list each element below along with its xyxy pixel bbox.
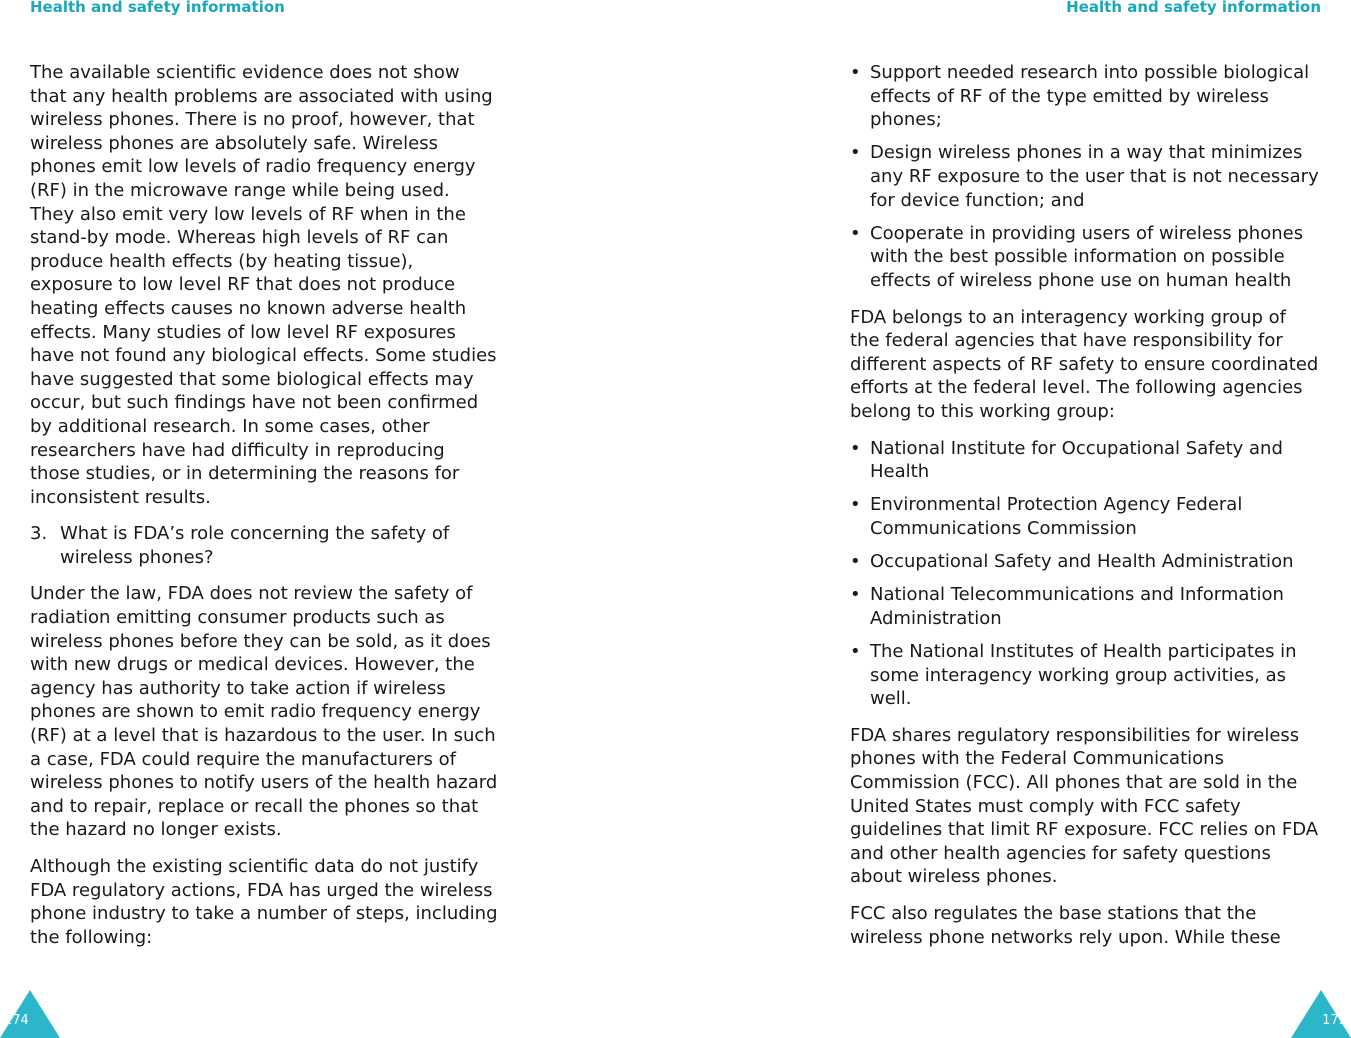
bullet-icon: •: [850, 494, 861, 516]
list-item: • National Telecommunications and Information Administration: [850, 584, 1284, 629]
bullet-icon: •: [850, 584, 861, 606]
question-text: What is FDA’s role concerning the safety of wireless phones?: [60, 523, 450, 568]
bullet-icon: •: [850, 142, 861, 164]
right-paragraph-base-stations: FCC also regulates the base stations that the wireless phone networks rely upon. While these: [850, 902, 1281, 948]
left-page-body: [30, 61, 498, 962]
bullet-icon: •: [850, 551, 861, 573]
page-number-right: 175: [1322, 1013, 1347, 1028]
list-item: • Design wireless phones in a way that minimizes any RF exposure to the user that is not necessary for device function; and: [850, 142, 1319, 211]
bullet-icon: •: [850, 62, 861, 83]
bullet-icon: •: [850, 437, 861, 459]
list-item: • Cooperate in providing users of wireless phones with the best possible information on possible effects of wireless phone use on human health: [850, 222, 1304, 291]
question-3: [30, 522, 498, 569]
bullet-icon: •: [850, 222, 861, 244]
industry-steps-list: [850, 61, 1320, 293]
left-paragraph-industry-steps: Although the existing scientific data do not justify FDA regulatory actions, FDA has urged the wireless phone industry to take a number of steps, including the following:: [30, 856, 498, 948]
right-page-header: Health and safety information: [1066, 0, 1321, 16]
right-paragraph-fcc-shares: FDA shares regulatory responsibilities for wireless phones with the Federal Communications Commission (FCC). All phones that are sold in the United States must comply with FCC safety guidelines that limit RF exposure. FCC relies on FDA and other health agencies for safety questions about wireless phones.: [850, 724, 1319, 888]
list-item: • Occupational Safety and Health Administration: [850, 551, 1294, 573]
right-page-body: [850, 61, 1320, 962]
right-paragraph-working-group: FDA belongs to an interagency working group of the federal agencies that have responsibility for different aspects of RF safety to ensure coordinated efforts at the federal level. The following agencies belong to this working group:: [850, 306, 1319, 422]
bullet-icon: •: [850, 641, 861, 663]
list-item: • National Institute for Occupational Safety and Health: [850, 437, 1283, 483]
list-item: • Support needed research into possible biological effects of RF of the type emitted by wireless phones;: [850, 62, 1310, 131]
left-page-header: Health and safety information: [30, 0, 285, 16]
page-number-left: 174: [4, 1013, 29, 1028]
left-paragraph-under-the-law: Under the law, FDA does not review the safety of radiation emitting consumer products such as wireless phones before they can be sold, as it does with new drugs or medical devices. However, the agency has authority to take action if wireless phones are shown to emit radio frequency energy (RF) at a level that is hazardous to the user. In such a case, FDA could require the manufacturers of wireless phones to notify users of the health hazard and to repair, replace or recall the phones so that the hazard no longer exists.: [30, 583, 498, 841]
list-item: • The National Institutes of Health participates in some interagency working group activities, as well.: [850, 641, 1297, 710]
list-item: • Environmental Protection Agency Federal Communications Commission: [850, 494, 1243, 539]
left-paragraph-scientific-evidence: The available scientific evidence does not show that any health problems are associated with using wireless phones. There is no proof, however, that wireless phones are absolutely safe. Wireless phones emit low levels of radio frequency energy (RF) in the microwave range while being used. They also emit very low levels of RF when in the stand-by mode. Whereas high levels of RF can produce health effects (by heating tissue), exposure to low level RF that does not produce heating effects causes no known adverse health effects. Many studies of low level RF exposures have not found any biological effects. Some studies have suggested that some biological effects may occur, but such findings have not been confirmed by additional research. In some cases, other researchers have had difficulty in reproducing those studies, or in determining the reasons for inconsistent results.: [30, 62, 497, 508]
agencies-list: [850, 437, 1320, 711]
question-number: 3.: [30, 523, 48, 545]
